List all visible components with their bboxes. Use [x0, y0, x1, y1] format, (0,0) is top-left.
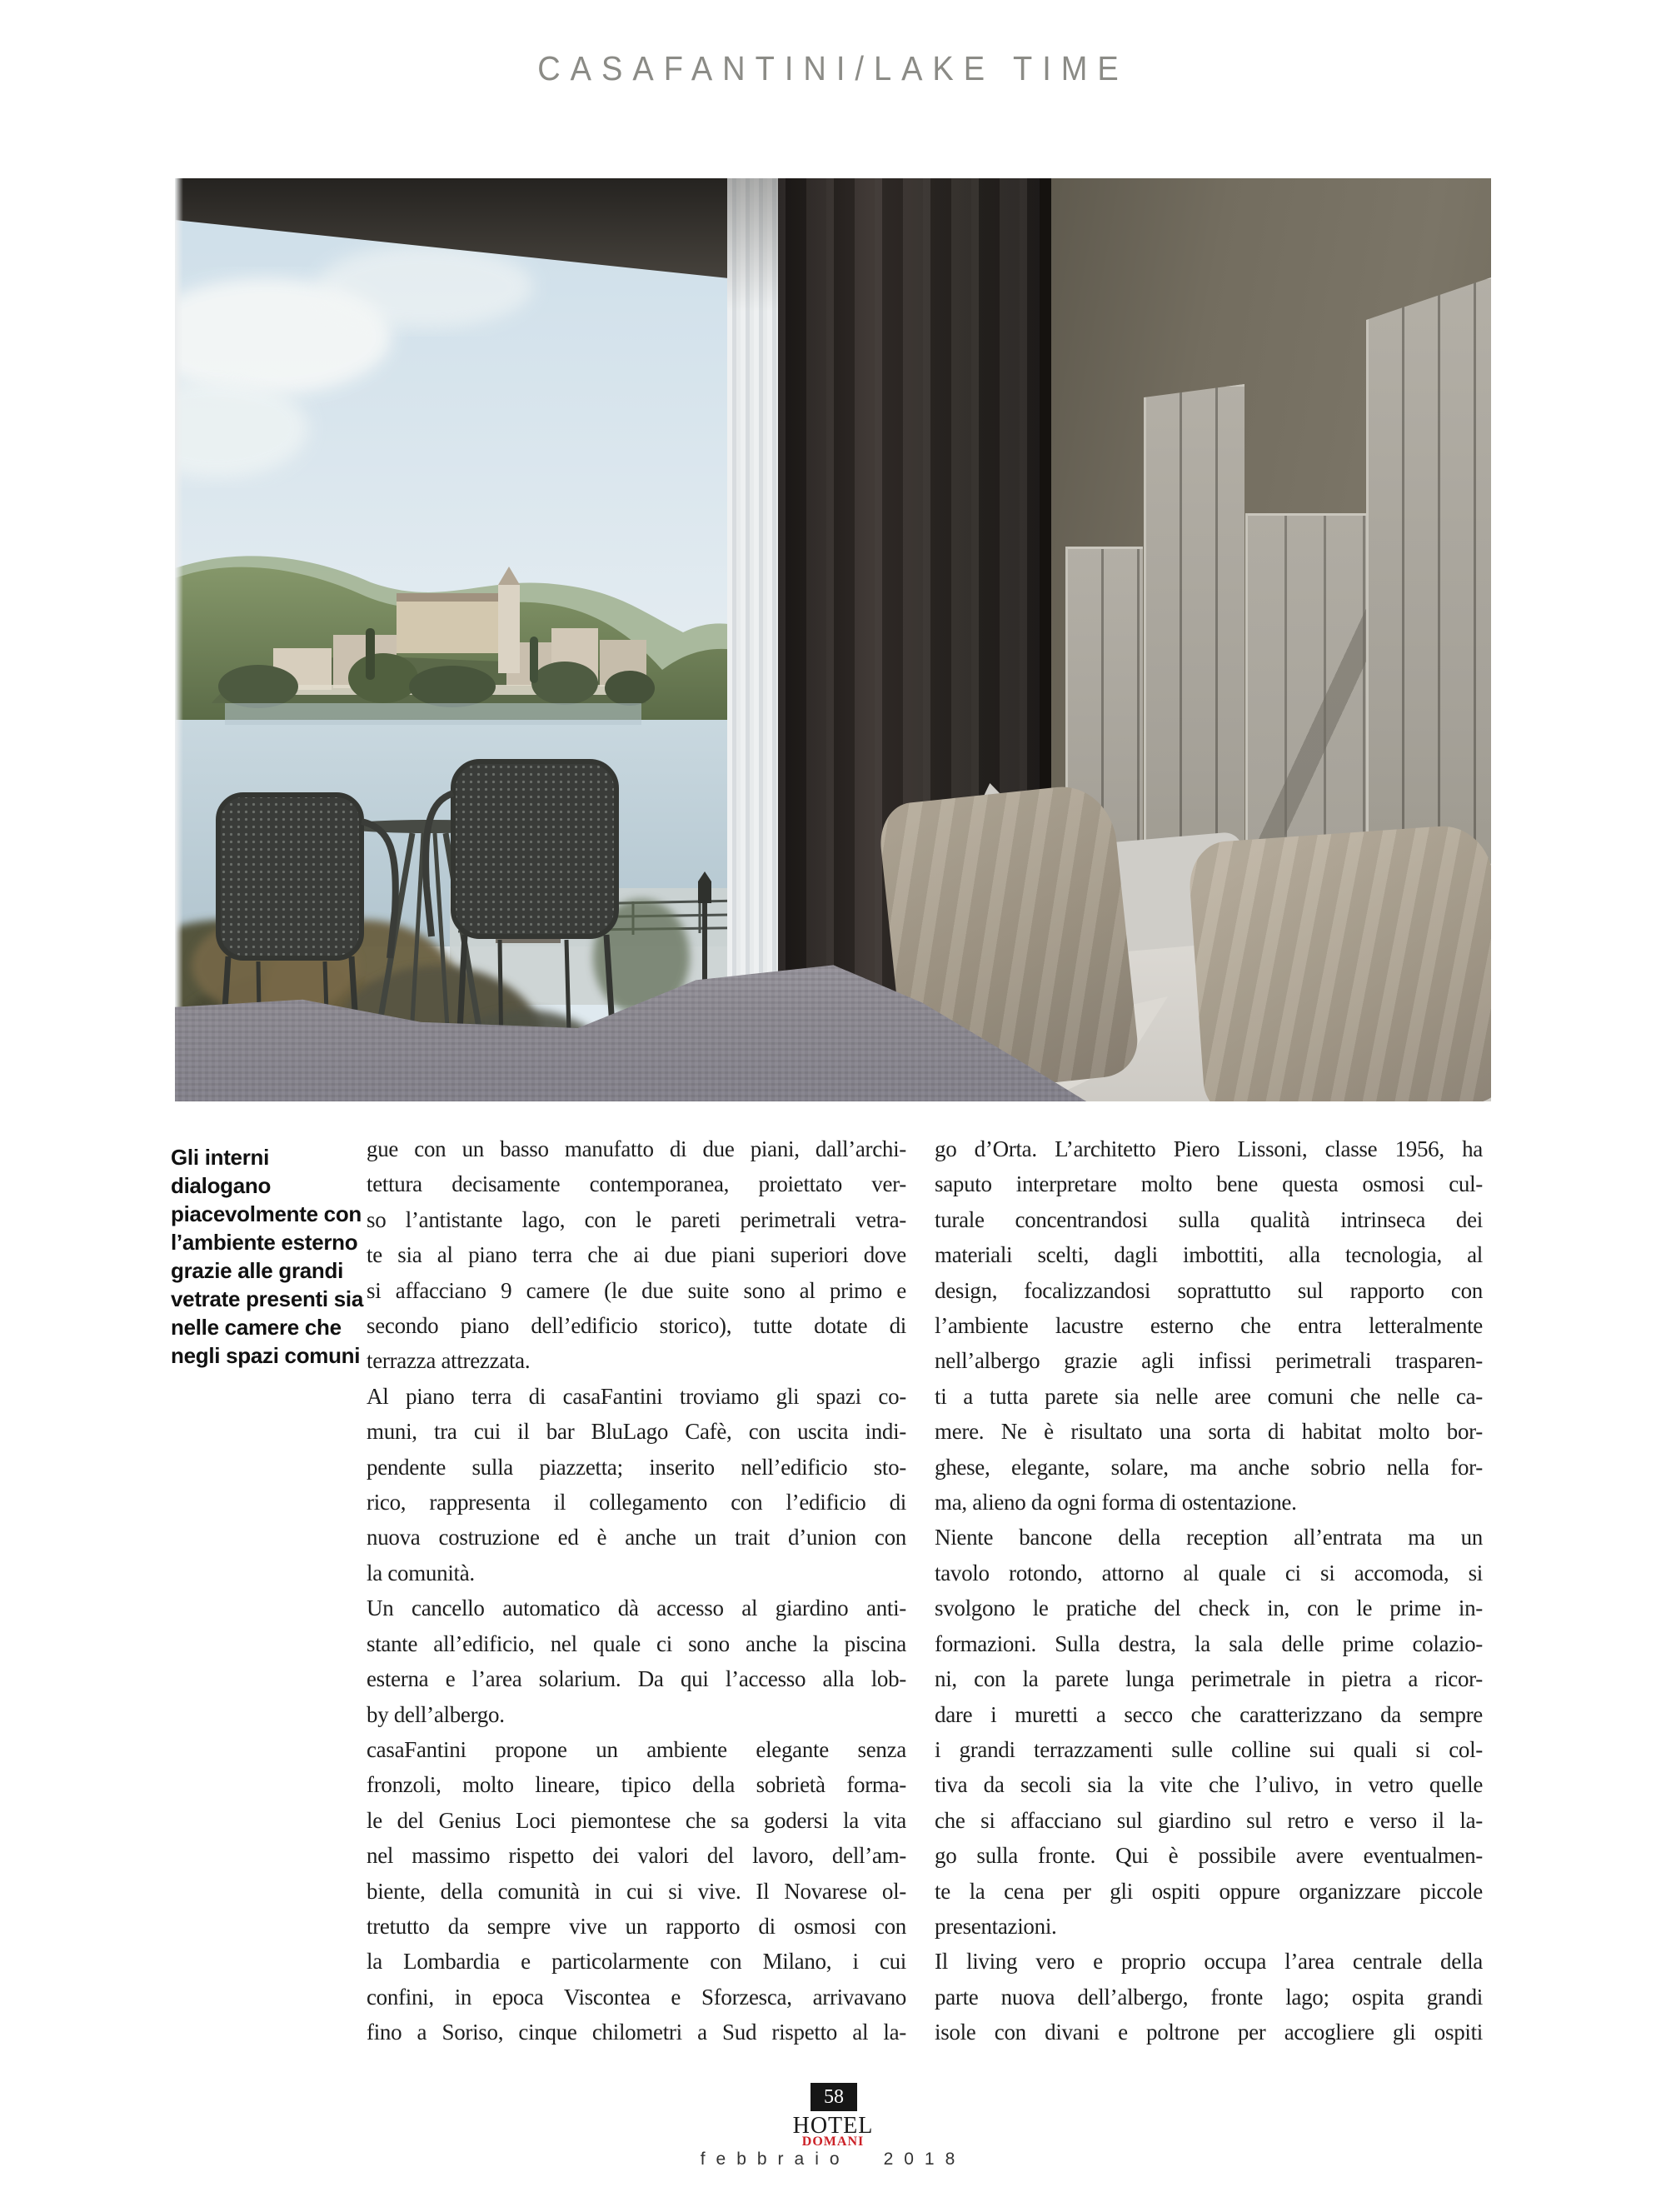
text-line: si affacciano 9 camere (le due suite sono al primo e	[367, 1277, 906, 1303]
text-line: biente, della comunità in cui si vive. Il Novarese ol-	[367, 1878, 906, 1904]
text-line: negli spazi comuni	[171, 1343, 361, 1368]
text-line: vetrate presenti sia	[171, 1286, 364, 1311]
text-line: turale concentrandosi sulla qualità intrinseca dei	[935, 1206, 1483, 1232]
text-line: go d’Orta. L’architetto Piero Lissoni, classe 1956, ha	[935, 1136, 1483, 1161]
photo-caption	[171, 1143, 371, 1370]
text-line: fino a Soriso, cinque chilometri a Sud rispetto al la-	[367, 2020, 906, 2045]
text-line: ghese, elegante, solare, ma anche sobrio nella for-	[935, 1454, 1483, 1480]
text-line: design, focalizzandosi soprattutto sul rapporto con	[935, 1277, 1483, 1303]
text-line: materiali scelti, dagli imbottiti, alla tecnologia, al	[935, 1242, 1483, 1268]
text-line: Gli interni	[171, 1145, 270, 1170]
page-title: CASAFANTINI/LAKE TIME	[537, 50, 1129, 88]
cloud	[317, 245, 533, 328]
magazine-logo: HOTEL	[792, 2113, 874, 2139]
article-column-right	[935, 1131, 1483, 2050]
text-line: by dell’albergo.	[367, 1701, 505, 1727]
text-line: grazie alle grandi	[171, 1258, 344, 1283]
issue-date	[0, 2150, 1666, 2170]
text-line: le del Genius Loci piemontese che sa godersi la vita	[367, 1807, 906, 1833]
text-line: pendente sulla piazzetta; inserito nell’edificio sto-	[367, 1454, 906, 1480]
text-line: muni, tra cui il bar BluLago Cafè, con uscita indi-	[367, 1419, 906, 1445]
text-line: so l’antistante lago, con le pareti perimetrali vetra-	[367, 1206, 906, 1232]
text-line: ma, alieno da ogni forma di ostentazione.	[935, 1490, 1297, 1515]
text-line: fronzoli, molto lineare, tipico della sobrietà forma-	[367, 1772, 906, 1798]
text-line: confini, in epoca Viscontea e Sforzesca, arrivavano	[367, 1984, 906, 2010]
text-line: che si affacciano sul giardino sul retro e verso il la-	[935, 1807, 1483, 1833]
text-line: stante all’edificio, nel quale ci sono anche la piscina	[367, 1630, 906, 1656]
text-line: secondo piano dell’edificio storico), tutte dotate di	[367, 1313, 906, 1339]
text-line: l’ambiente esterno	[171, 1230, 358, 1255]
text-line: formazioni. Sulla destra, la sala delle prime colazio-	[935, 1630, 1483, 1656]
text-line: esterna e l’area solarium. Da qui l’accesso alla lob-	[367, 1666, 906, 1692]
text-line: gue con un basso manufatto di due piani, dall’archi-	[367, 1136, 906, 1161]
text-line: la Lombardia e particolarmente con Milano, i cui	[367, 1949, 906, 1975]
text-line: piacevolmente con	[171, 1201, 362, 1226]
issue-month: febbraio	[700, 2150, 850, 2169]
left-sheer-edge	[175, 178, 183, 1101]
text-line: go sulla fronte. Qui è possibile avere eventualmen-	[935, 1843, 1483, 1869]
text-line: tavolo rotondo, attorno al quale ci si accomoda, si	[935, 1560, 1483, 1585]
text-line: casaFantini propone un ambiente elegante senza	[367, 1736, 906, 1762]
window-view	[175, 178, 783, 1101]
text-line: dare i muretti a secco che caratterizzano da sempre	[935, 1701, 1483, 1727]
bedroom-photo	[175, 178, 1491, 1101]
sheer-curtain	[727, 178, 779, 1020]
text-line: ti a tutta parete sia nelle aree comuni che nelle ca-	[935, 1383, 1483, 1409]
text-line: isole con divani e poltrone per accogliere gli ospiti	[935, 2020, 1483, 2045]
text-line: te sia al piano terra che ai due piani superiori dove	[367, 1242, 906, 1268]
text-line: i grandi terrazzamenti sulle colline sui quali si col-	[935, 1736, 1483, 1762]
linen-pillow	[1187, 823, 1491, 1101]
issue-year: 2018	[883, 2150, 966, 2169]
text-line: la comunità.	[367, 1560, 475, 1585]
page-number-badge	[811, 2083, 857, 2111]
text-line: parte nuova dell’albergo, fronte lago; ospita grandi	[935, 1984, 1483, 2010]
text-line: nell’albergo grazie agli infissi perimetrali trasparen-	[935, 1348, 1483, 1374]
page-number: 58	[824, 2086, 844, 2108]
text-line: Il living vero e proprio occupa l’area centrale della	[935, 1949, 1483, 1975]
text-line: tiva da secoli sia la vite che l’ulivo, in vetro quelle	[935, 1772, 1483, 1798]
text-line: tretutto da sempre vive un rapporto di osmosi con	[367, 1913, 906, 1939]
magazine-logo-sub: DOMANI	[801, 2135, 865, 2149]
text-line: rico, rappresenta il collegamento con l’edificio di	[367, 1490, 906, 1515]
text-line: nelle camere che	[171, 1315, 342, 1340]
text-line: presentazioni.	[935, 1913, 1057, 1939]
text-line: saputo interpretare molto bene questa osmosi cul-	[935, 1171, 1483, 1197]
text-line: tettura decisamente contemporanea, proiettato ver-	[367, 1171, 906, 1197]
text-line: nel massimo rispetto dei valori del lavoro, dell’am-	[367, 1843, 906, 1869]
text-line: ni, con la parete lunga perimetrale in pietra a ricor-	[935, 1666, 1483, 1692]
text-line: Al piano terra di casaFantini troviamo gli spazi co-	[367, 1383, 906, 1409]
text-line: te la cena per gli ospiti oppure organizzare piccole	[935, 1878, 1483, 1904]
text-line: l’ambiente lacustre esterno che entra letteralmente	[935, 1313, 1483, 1339]
text-line: terrazza attrezzata.	[367, 1348, 531, 1374]
text-line: Niente bancone della reception all’entrata ma un	[935, 1525, 1483, 1550]
text-line: dialogano	[171, 1173, 272, 1198]
text-line: Un cancello automatico dà accesso al giardino anti-	[367, 1595, 906, 1621]
text-line: svolgono le pratiche del check in, con le prime in-	[935, 1595, 1483, 1621]
text-line: nuova costruzione ed è anche un trait d’union con	[367, 1525, 906, 1550]
article-column-left	[367, 1131, 906, 2050]
text-line: mere. Ne è risultato una sorta di habitat molto bor-	[935, 1419, 1483, 1445]
